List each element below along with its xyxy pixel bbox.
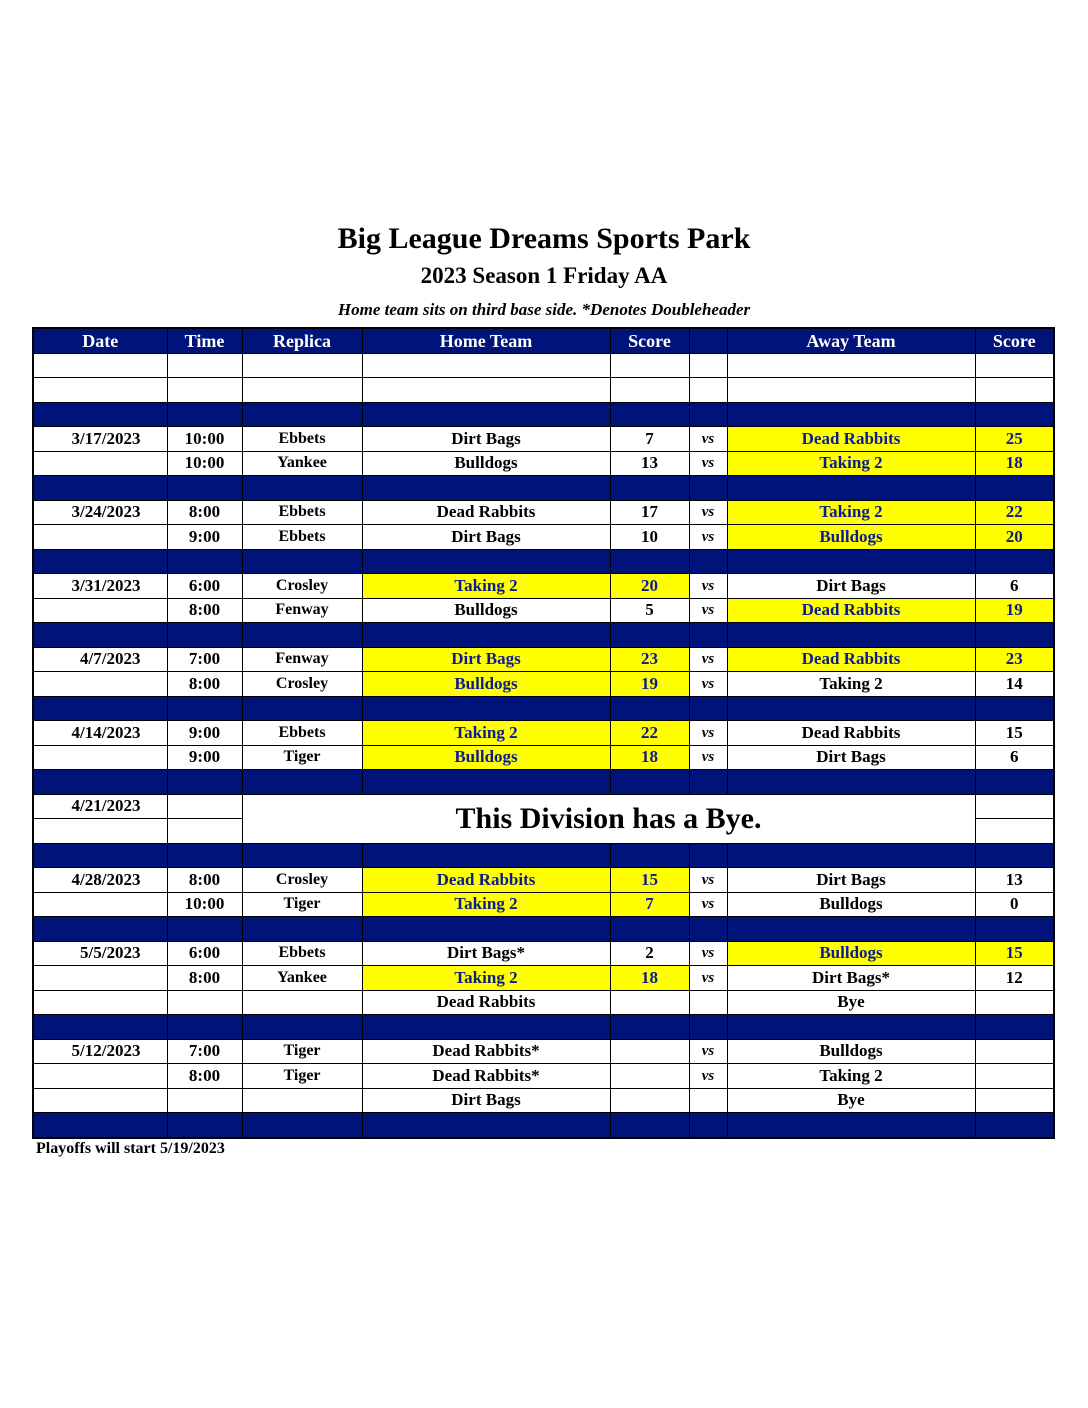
home-score-cell: 20 bbox=[610, 574, 689, 599]
field-cell: Tiger bbox=[242, 892, 362, 917]
band-cell bbox=[975, 476, 1054, 501]
game-row bbox=[33, 892, 1054, 917]
game-row bbox=[33, 868, 1054, 893]
col-header-time: Time bbox=[167, 328, 242, 353]
home-score-cell: 18 bbox=[610, 745, 689, 770]
date-cell bbox=[33, 819, 167, 844]
band-cell bbox=[242, 770, 362, 795]
time-cell: 8:00 bbox=[167, 868, 242, 893]
away-team-cell: Bulldogs bbox=[727, 525, 975, 550]
date-cell bbox=[33, 892, 167, 917]
home-team-cell: Taking 2 bbox=[362, 892, 610, 917]
away-score-cell: 6 bbox=[975, 745, 1054, 770]
vs-cell: vs bbox=[689, 427, 727, 452]
game-row bbox=[33, 574, 1054, 599]
band-cell bbox=[242, 696, 362, 721]
vs-cell: vs bbox=[689, 868, 727, 893]
away-team-cell: Bye bbox=[727, 1088, 975, 1113]
band-cell bbox=[975, 696, 1054, 721]
band-cell bbox=[242, 402, 362, 427]
home-team-cell: Taking 2 bbox=[362, 966, 610, 991]
band-cell bbox=[689, 1113, 727, 1138]
away-score-cell: 25 bbox=[975, 427, 1054, 452]
game-row bbox=[33, 451, 1054, 476]
away-team-cell: Dead Rabbits bbox=[727, 598, 975, 623]
vs-cell bbox=[689, 990, 727, 1015]
away-team-cell: Dirt Bags* bbox=[727, 966, 975, 991]
game-row bbox=[33, 1039, 1054, 1064]
home-team-cell: Dirt Bags bbox=[362, 525, 610, 550]
away-score-cell bbox=[975, 1088, 1054, 1113]
away-score-cell: 19 bbox=[975, 598, 1054, 623]
band-cell bbox=[242, 476, 362, 501]
band-cell bbox=[689, 476, 727, 501]
band-cell bbox=[242, 917, 362, 942]
band-cell bbox=[727, 917, 975, 942]
band-cell bbox=[33, 696, 167, 721]
vs-cell: vs bbox=[689, 966, 727, 991]
game-row bbox=[33, 598, 1054, 623]
time-cell: 9:00 bbox=[167, 525, 242, 550]
date-cell bbox=[33, 745, 167, 770]
home-team-cell: Dead Rabbits bbox=[362, 500, 610, 525]
col-header-away-team: Away Team bbox=[727, 328, 975, 353]
vs-cell: vs bbox=[689, 672, 727, 697]
empty-cell bbox=[610, 378, 689, 403]
home-score-cell: 10 bbox=[610, 525, 689, 550]
empty-cell bbox=[362, 378, 610, 403]
col-header-date: Date bbox=[33, 328, 167, 353]
col-header-home-team: Home Team bbox=[362, 328, 610, 353]
time-cell bbox=[167, 990, 242, 1015]
home-team-cell: Taking 2 bbox=[362, 721, 610, 746]
field-cell: Fenway bbox=[242, 598, 362, 623]
away-score-cell: 12 bbox=[975, 966, 1054, 991]
bye-row bbox=[33, 794, 1054, 819]
field-cell: Yankee bbox=[242, 966, 362, 991]
home-score-cell bbox=[610, 1039, 689, 1064]
separator-band-row bbox=[33, 770, 1054, 795]
band-cell bbox=[689, 402, 727, 427]
time-cell bbox=[167, 819, 242, 844]
band-cell bbox=[975, 1113, 1054, 1138]
band-cell bbox=[33, 402, 167, 427]
date-cell bbox=[33, 598, 167, 623]
field-cell: Crosley bbox=[242, 868, 362, 893]
band-cell bbox=[727, 843, 975, 868]
field-cell: Crosley bbox=[242, 672, 362, 697]
vs-cell: vs bbox=[689, 745, 727, 770]
band-cell bbox=[167, 770, 242, 795]
band-cell bbox=[167, 549, 242, 574]
band-cell bbox=[610, 770, 689, 795]
time-cell: 6:00 bbox=[167, 941, 242, 966]
away-team-cell: Bye bbox=[727, 990, 975, 1015]
game-row bbox=[33, 525, 1054, 550]
vs-cell: vs bbox=[689, 525, 727, 550]
field-cell: Tiger bbox=[242, 1039, 362, 1064]
game-row bbox=[33, 647, 1054, 672]
date-cell: 3/31/2023 bbox=[33, 574, 167, 599]
band-cell bbox=[242, 549, 362, 574]
band-cell bbox=[975, 623, 1054, 648]
band-cell bbox=[33, 917, 167, 942]
away-score-cell bbox=[975, 990, 1054, 1015]
vs-cell: vs bbox=[689, 1039, 727, 1064]
band-cell bbox=[167, 402, 242, 427]
band-cell bbox=[167, 917, 242, 942]
band-cell bbox=[362, 917, 610, 942]
time-cell: 8:00 bbox=[167, 966, 242, 991]
game-row bbox=[33, 990, 1054, 1015]
band-cell bbox=[362, 1015, 610, 1040]
away-team-cell: Taking 2 bbox=[727, 500, 975, 525]
field-cell: Tiger bbox=[242, 745, 362, 770]
empty-cell bbox=[33, 378, 167, 403]
empty-cell bbox=[727, 353, 975, 378]
vs-cell: vs bbox=[689, 574, 727, 599]
col-header-replica: Replica bbox=[242, 328, 362, 353]
game-row bbox=[33, 1064, 1054, 1089]
band-cell bbox=[727, 1113, 975, 1138]
home-score-cell: 18 bbox=[610, 966, 689, 991]
band-cell bbox=[167, 476, 242, 501]
game-row bbox=[33, 941, 1054, 966]
band-cell bbox=[975, 843, 1054, 868]
away-score-cell: 23 bbox=[975, 647, 1054, 672]
away-team-cell: Dirt Bags bbox=[727, 574, 975, 599]
home-score-cell: 19 bbox=[610, 672, 689, 697]
home-team-cell: Dead Rabbits bbox=[362, 990, 610, 1015]
away-team-cell: Taking 2 bbox=[727, 1064, 975, 1089]
game-row bbox=[33, 500, 1054, 525]
away-score-cell bbox=[975, 819, 1054, 844]
date-cell: 4/21/2023 bbox=[33, 794, 167, 819]
home-score-cell bbox=[610, 990, 689, 1015]
band-cell bbox=[727, 696, 975, 721]
field-cell: Ebbets bbox=[242, 525, 362, 550]
date-cell bbox=[33, 1088, 167, 1113]
band-cell bbox=[689, 843, 727, 868]
game-row bbox=[33, 1088, 1054, 1113]
away-team-cell: Bulldogs bbox=[727, 892, 975, 917]
band-cell bbox=[362, 843, 610, 868]
vs-cell: vs bbox=[689, 941, 727, 966]
band-cell bbox=[33, 623, 167, 648]
band-cell bbox=[167, 623, 242, 648]
band-cell bbox=[33, 1113, 167, 1138]
away-score-cell bbox=[975, 1064, 1054, 1089]
field-cell: Yankee bbox=[242, 451, 362, 476]
empty-cell bbox=[242, 378, 362, 403]
band-cell bbox=[610, 402, 689, 427]
date-cell: 5/5/2023 bbox=[33, 941, 167, 966]
away-team-cell: Taking 2 bbox=[727, 451, 975, 476]
band-cell bbox=[610, 623, 689, 648]
band-cell bbox=[975, 402, 1054, 427]
home-team-cell: Bulldogs bbox=[362, 598, 610, 623]
header-row bbox=[33, 328, 1054, 353]
band-cell bbox=[362, 402, 610, 427]
field-cell bbox=[242, 990, 362, 1015]
date-cell: 3/24/2023 bbox=[33, 500, 167, 525]
band-cell bbox=[689, 623, 727, 648]
separator-band-row bbox=[33, 917, 1054, 942]
band-cell bbox=[33, 843, 167, 868]
away-team-cell: Bulldogs bbox=[727, 941, 975, 966]
empty-cell bbox=[242, 353, 362, 378]
date-cell bbox=[33, 966, 167, 991]
band-cell bbox=[610, 1015, 689, 1040]
home-score-cell: 23 bbox=[610, 647, 689, 672]
band-cell bbox=[33, 549, 167, 574]
empty-cell bbox=[975, 353, 1054, 378]
band-cell bbox=[689, 770, 727, 795]
game-row bbox=[33, 721, 1054, 746]
field-cell: Ebbets bbox=[242, 427, 362, 452]
vs-cell: vs bbox=[689, 500, 727, 525]
band-cell bbox=[610, 476, 689, 501]
home-team-cell: Dirt Bags bbox=[362, 427, 610, 452]
page-subtitle: 2023 Season 1 Friday AA bbox=[420, 263, 668, 288]
away-score-cell bbox=[975, 794, 1054, 819]
band-cell bbox=[362, 770, 610, 795]
home-team-cell: Dirt Bags bbox=[362, 647, 610, 672]
date-cell: 3/17/2023 bbox=[33, 427, 167, 452]
vs-cell: vs bbox=[689, 647, 727, 672]
band-cell bbox=[362, 549, 610, 574]
band-cell bbox=[242, 1113, 362, 1138]
band-cell bbox=[727, 476, 975, 501]
away-score-cell: 15 bbox=[975, 941, 1054, 966]
home-score-cell bbox=[610, 1064, 689, 1089]
separator-band-row bbox=[33, 696, 1054, 721]
band-cell bbox=[33, 476, 167, 501]
field-cell: Crosley bbox=[242, 574, 362, 599]
band-cell bbox=[167, 696, 242, 721]
band-cell bbox=[975, 1015, 1054, 1040]
band-cell bbox=[610, 917, 689, 942]
empty-row bbox=[33, 353, 1054, 378]
home-score-cell: 15 bbox=[610, 868, 689, 893]
band-cell bbox=[689, 917, 727, 942]
home-score-cell: 13 bbox=[610, 451, 689, 476]
separator-band-row bbox=[33, 623, 1054, 648]
col-header-vs bbox=[689, 328, 727, 353]
time-cell: 7:00 bbox=[167, 1039, 242, 1064]
away-team-cell: Dirt Bags bbox=[727, 868, 975, 893]
away-score-cell bbox=[975, 1039, 1054, 1064]
home-team-cell: Dead Rabbits* bbox=[362, 1064, 610, 1089]
footer-note: Playoffs will start 5/19/2023 bbox=[36, 1140, 225, 1157]
away-score-cell: 22 bbox=[975, 500, 1054, 525]
empty-cell bbox=[362, 353, 610, 378]
home-score-cell bbox=[610, 1088, 689, 1113]
date-cell: 4/28/2023 bbox=[33, 868, 167, 893]
page-title: Big League Dreams Sports Park bbox=[337, 222, 751, 255]
vs-cell: vs bbox=[689, 892, 727, 917]
home-score-cell: 17 bbox=[610, 500, 689, 525]
schedule-note: Home team sits on third base side. *Denotes Doubleheader bbox=[337, 300, 751, 319]
away-team-cell: Dead Rabbits bbox=[727, 721, 975, 746]
date-cell bbox=[33, 672, 167, 697]
date-cell: 4/14/2023 bbox=[33, 721, 167, 746]
empty-cell bbox=[167, 353, 242, 378]
game-row bbox=[33, 745, 1054, 770]
time-cell: 6:00 bbox=[167, 574, 242, 599]
date-cell bbox=[33, 1064, 167, 1089]
time-cell: 10:00 bbox=[167, 427, 242, 452]
band-cell bbox=[689, 696, 727, 721]
band-cell bbox=[727, 549, 975, 574]
game-row bbox=[33, 966, 1054, 991]
away-team-cell: Dead Rabbits bbox=[727, 427, 975, 452]
field-cell: Tiger bbox=[242, 1064, 362, 1089]
empty-cell bbox=[689, 378, 727, 403]
date-cell bbox=[33, 451, 167, 476]
home-score-cell: 7 bbox=[610, 427, 689, 452]
away-team-cell: Dirt Bags bbox=[727, 745, 975, 770]
band-cell bbox=[975, 549, 1054, 574]
schedule-table bbox=[32, 327, 1055, 1139]
empty-cell bbox=[610, 353, 689, 378]
time-cell: 10:00 bbox=[167, 892, 242, 917]
vs-cell: vs bbox=[689, 1064, 727, 1089]
band-cell bbox=[33, 770, 167, 795]
home-team-cell: Bulldogs bbox=[362, 451, 610, 476]
away-score-cell: 18 bbox=[975, 451, 1054, 476]
home-team-cell: Dead Rabbits bbox=[362, 868, 610, 893]
band-cell bbox=[727, 1015, 975, 1040]
time-cell bbox=[167, 1088, 242, 1113]
away-score-cell: 20 bbox=[975, 525, 1054, 550]
time-cell: 9:00 bbox=[167, 721, 242, 746]
away-score-cell: 6 bbox=[975, 574, 1054, 599]
band-cell bbox=[362, 623, 610, 648]
home-score-cell: 2 bbox=[610, 941, 689, 966]
time-cell: 8:00 bbox=[167, 598, 242, 623]
away-score-cell: 13 bbox=[975, 868, 1054, 893]
band-cell bbox=[610, 843, 689, 868]
band-cell bbox=[689, 549, 727, 574]
band-cell bbox=[975, 770, 1054, 795]
time-cell: 8:00 bbox=[167, 500, 242, 525]
home-score-cell: 22 bbox=[610, 721, 689, 746]
time-cell: 9:00 bbox=[167, 745, 242, 770]
empty-cell bbox=[975, 378, 1054, 403]
home-team-cell: Taking 2 bbox=[362, 574, 610, 599]
vs-cell: vs bbox=[689, 598, 727, 623]
col-header-home-score: Score bbox=[610, 328, 689, 353]
home-team-cell: Dirt Bags bbox=[362, 1088, 610, 1113]
home-team-cell: Bulldogs bbox=[362, 672, 610, 697]
away-score-cell: 15 bbox=[975, 721, 1054, 746]
band-cell bbox=[689, 1015, 727, 1040]
time-cell: 10:00 bbox=[167, 451, 242, 476]
field-cell bbox=[242, 1088, 362, 1113]
empty-cell bbox=[689, 353, 727, 378]
empty-cell bbox=[727, 378, 975, 403]
home-team-cell: Dead Rabbits* bbox=[362, 1039, 610, 1064]
band-cell bbox=[362, 1113, 610, 1138]
bye-message: This Division has a Bye. bbox=[242, 794, 975, 843]
time-cell bbox=[167, 794, 242, 819]
away-score-cell: 14 bbox=[975, 672, 1054, 697]
game-row bbox=[33, 427, 1054, 452]
band-cell bbox=[610, 696, 689, 721]
home-score-cell: 7 bbox=[610, 892, 689, 917]
band-cell bbox=[242, 843, 362, 868]
band-cell bbox=[610, 549, 689, 574]
band-cell bbox=[242, 1015, 362, 1040]
time-cell: 7:00 bbox=[167, 647, 242, 672]
field-cell: Ebbets bbox=[242, 721, 362, 746]
band-cell bbox=[610, 1113, 689, 1138]
field-cell: Fenway bbox=[242, 647, 362, 672]
col-header-away-score: Score bbox=[975, 328, 1054, 353]
field-cell: Ebbets bbox=[242, 500, 362, 525]
separator-band-row bbox=[33, 843, 1054, 868]
band-cell bbox=[975, 917, 1054, 942]
time-cell: 8:00 bbox=[167, 1064, 242, 1089]
band-cell bbox=[362, 696, 610, 721]
separator-band-row bbox=[33, 476, 1054, 501]
away-team-cell: Bulldogs bbox=[727, 1039, 975, 1064]
separator-band-row bbox=[33, 1113, 1054, 1138]
vs-cell bbox=[689, 1088, 727, 1113]
away-team-cell: Taking 2 bbox=[727, 672, 975, 697]
separator-band-row bbox=[33, 549, 1054, 574]
home-team-cell: Dirt Bags* bbox=[362, 941, 610, 966]
band-cell bbox=[167, 1113, 242, 1138]
band-cell bbox=[727, 623, 975, 648]
band-cell bbox=[167, 843, 242, 868]
home-team-cell: Bulldogs bbox=[362, 745, 610, 770]
away-score-cell: 0 bbox=[975, 892, 1054, 917]
band-cell bbox=[33, 1015, 167, 1040]
date-cell: 4/7/2023 bbox=[33, 647, 167, 672]
vs-cell: vs bbox=[689, 721, 727, 746]
band-cell bbox=[167, 1015, 242, 1040]
date-cell bbox=[33, 525, 167, 550]
empty-row bbox=[33, 378, 1054, 403]
vs-cell: vs bbox=[689, 451, 727, 476]
band-cell bbox=[727, 402, 975, 427]
home-score-cell: 5 bbox=[610, 598, 689, 623]
empty-cell bbox=[33, 353, 167, 378]
time-cell: 8:00 bbox=[167, 672, 242, 697]
date-cell bbox=[33, 990, 167, 1015]
date-cell: 5/12/2023 bbox=[33, 1039, 167, 1064]
game-row bbox=[33, 672, 1054, 697]
field-cell: Ebbets bbox=[242, 941, 362, 966]
band-cell bbox=[727, 770, 975, 795]
away-team-cell: Dead Rabbits bbox=[727, 647, 975, 672]
band-cell bbox=[242, 623, 362, 648]
separator-band-row bbox=[33, 402, 1054, 427]
empty-cell bbox=[167, 378, 242, 403]
band-cell bbox=[362, 476, 610, 501]
separator-band-row bbox=[33, 1015, 1054, 1040]
